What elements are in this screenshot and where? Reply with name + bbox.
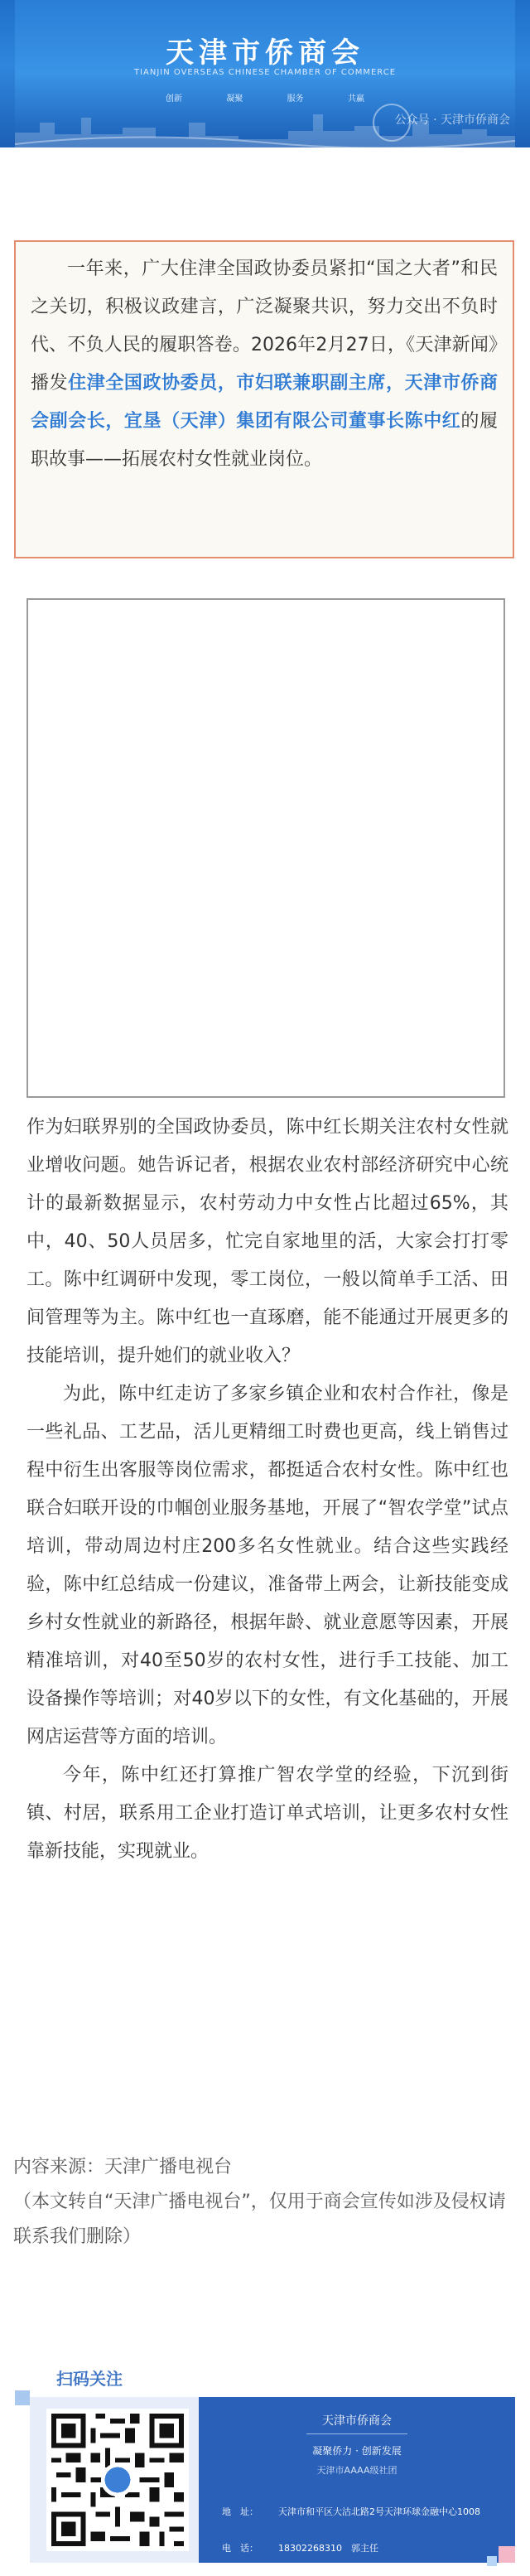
banner-tag: 凝聚: [226, 94, 243, 104]
banner-watermark: 公众号 · 天津市侨商会: [394, 114, 510, 127]
org-name: 天津市侨商会: [322, 2414, 392, 2428]
intro-text: [31, 250, 498, 479]
video-player[interactable]: [26, 598, 505, 1098]
phone-value: 18302268310 郭主任: [278, 2543, 378, 2554]
org-info-panel: [199, 2397, 515, 2563]
article-paragraph: 为此，陈中红走访了多家乡镇企业和农村合作社，像是一些礼品、工艺品，活儿更精细工时费也更高，线上销售过程中衍生出客服等岗位需求，都挺适合农村女性。陈中红也联合妇联开设的巾帼创业服务基地，开展了“智农学堂”试点培训，带动周边村庄200多名女性就业。结合这些实践经验，陈中红总结成一份建议，准备带上两会，让新技能变成乡村女性就业的新路径，根据年龄、就业意愿等因素，开展精准培训，对40至50岁的农村女性，进行手工技能、加工设备操作等培训；对40岁以下的女性，有文化基础的，开展网店运营等方面的培训。: [26, 1384, 508, 1747]
qr-code-icon[interactable]: [46, 2409, 189, 2551]
qr-label: 扫码关注: [56, 2369, 123, 2389]
intro-box: [14, 240, 514, 558]
divider: [306, 2433, 407, 2434]
article-paragraph: 今年，陈中红还打算推广智农学堂的经验，下沉到街镇、村居，联系用工企业打造订单式培训，让更多农村女性靠新技能，实现就业。: [26, 1765, 508, 1862]
banner-subtitle: TIANJIN OVERSEAS CHINESE CHAMBER OF COMMERCE: [133, 68, 397, 77]
decor-square: [499, 2546, 515, 2563]
article-body: [26, 1109, 508, 1871]
banner-title: 天津市侨商会: [166, 36, 364, 70]
org-slogan: 凝聚侨力 · 创新发展: [312, 2445, 402, 2457]
decor-square: [15, 2390, 30, 2405]
article-paragraph: 作为妇联界别的全国政协委员，陈中红长期关注农村女性就业增收问题。她告诉记者，根据农业农村部经济研究中心统计的最新数据显示，农村劳动力中女性占比超过65%，其中，40、50人员居多，忙完自家地里的活，大家会打打零工。陈中红调研中发现，零工岗位，一般以简单手工活、田间管理等为主。陈中红也一直琢磨，能不能通过开展更多的技能培训，提升她们的就业收入？: [26, 1117, 508, 1366]
address-label: 地 址：: [222, 2506, 258, 2517]
decor-square: [487, 2556, 497, 2566]
org-rating: 天津市AAAA级社团: [316, 2465, 398, 2476]
intro-highlight: 住津全国政协委员，市妇联兼职副主席，天津市侨商会副会长，宜垦（天津）集团有限公司董事长陈中红: [31, 373, 498, 432]
intro-part1: 一年来，广大住津全国政协委员紧扣“国之大者”和民之关切，积极议政建言，广泛凝聚共识，努力交出不负时代、不负人民的履职答卷。2026年2月27日，《天津新闻》播发: [31, 259, 498, 394]
phone-label: 电 话：: [222, 2543, 258, 2554]
content-source: [13, 2150, 520, 2255]
banner-tag: 创新: [166, 94, 182, 104]
source-line: 内容来源：天津广播电视台: [13, 2157, 233, 2177]
banner-tag: 共赢: [347, 94, 364, 104]
banner-tag: 服务: [287, 94, 304, 104]
address-value: 天津市和平区大沽北路2号天津环球金融中心1008: [278, 2506, 480, 2517]
footer-card: [15, 2366, 515, 2566]
disclaimer-line: （本文转自“天津广播电视台”，仅用于商会宣传如涉及侵权请联系我们删除）: [13, 2192, 506, 2247]
intro-part2: 的履职故事——拓展农村女性就业岗位。: [31, 411, 498, 470]
header-banner: [0, 0, 530, 147]
